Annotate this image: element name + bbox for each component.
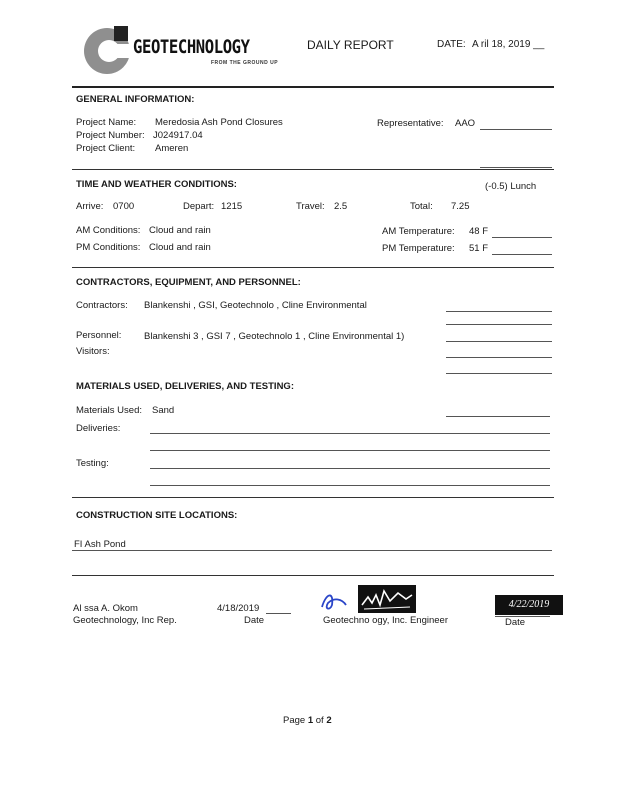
materials-value: Sand xyxy=(152,405,175,416)
rep-role: Geotechnology, Inc Rep. xyxy=(73,615,177,626)
page-number: Page 1 of 2 xyxy=(283,715,332,726)
logo-tagline: FROM THE GROUND UP xyxy=(211,60,279,66)
pm-temp-value: 51 F xyxy=(469,243,489,254)
deliveries-label: Deliveries: xyxy=(76,423,121,434)
logo-mark-icon xyxy=(114,26,128,41)
engineer-date-label: Date xyxy=(505,617,526,628)
project-name-value: Meredosia Ash Pond Closures xyxy=(155,117,283,128)
lunch-note: (-0.5) Lunch xyxy=(485,181,537,192)
logo-text: GEOTECHNOLOGY xyxy=(133,36,250,58)
materials-heading: MATERIALS USED, DELIVERIES, AND TESTING: xyxy=(76,381,294,392)
pm-conditions-label: PM Conditions: xyxy=(76,242,141,253)
contractors-label: Contractors: xyxy=(76,300,128,311)
personnel-value: Blankenshi 3 , GSI 7 , Geotechnolo 1 , Cline Environmental 1) xyxy=(144,331,405,342)
report-date: A ril 18, 2019 __ xyxy=(472,39,545,50)
locations-value: FI Ash Pond xyxy=(74,539,126,550)
am-conditions-label: AM Conditions: xyxy=(76,225,141,236)
personnel-label: Personnel: xyxy=(76,330,122,341)
project-name-label: Project Name: xyxy=(76,117,137,128)
section-divider xyxy=(72,497,554,498)
section-divider xyxy=(72,169,554,170)
general-info-heading: GENERAL INFORMATION: xyxy=(76,94,195,105)
pm-conditions-value: Cloud and rain xyxy=(149,242,211,253)
travel-label: Travel: xyxy=(296,201,325,212)
representative-label: Representative: xyxy=(377,118,444,129)
rep-date-label: Date xyxy=(244,615,265,626)
rep-date: 4/18/2019 xyxy=(217,603,260,614)
project-client-label: Project Client: xyxy=(76,143,136,154)
report-title: DAILY REPORT xyxy=(307,38,394,52)
travel-value: 2.5 xyxy=(334,201,348,212)
testing-label: Testing: xyxy=(76,458,109,469)
header-divider xyxy=(72,86,554,88)
section-divider xyxy=(72,575,554,576)
am-temp-label: AM Temperature: xyxy=(382,226,455,237)
project-number-value: J024917.04 xyxy=(153,130,203,141)
date-label: DATE: xyxy=(437,39,466,50)
arrive-value: 0700 xyxy=(113,201,135,212)
project-number-label: Project Number: xyxy=(76,130,145,141)
engineer-role: Geotechno ogy, Inc. Engineer xyxy=(323,615,448,626)
total-value: 7.25 xyxy=(451,201,470,212)
depart-value: 1215 xyxy=(221,201,243,212)
engineer-signature xyxy=(320,585,416,613)
pm-temp-label: PM Temperature: xyxy=(382,243,455,254)
am-conditions-value: Cloud and rain xyxy=(149,225,211,236)
representative-value: AAO xyxy=(455,118,476,129)
section-divider xyxy=(72,267,554,268)
arrive-label: Arrive: xyxy=(76,201,104,212)
locations-heading: CONSTRUCTION SITE LOCATIONS: xyxy=(76,510,238,521)
time-weather-heading: TIME AND WEATHER CONDITIONS: xyxy=(76,179,237,190)
depart-label: Depart: xyxy=(183,201,215,212)
project-client-value: Ameren xyxy=(155,143,189,154)
rep-name: Al ssa A. Okom xyxy=(73,603,138,614)
engineer-date: 4/22/2019 xyxy=(495,595,563,615)
materials-label: Materials Used: xyxy=(76,405,142,416)
total-label: Total: xyxy=(410,201,433,212)
visitors-label: Visitors: xyxy=(76,346,110,357)
contractors-heading: CONTRACTORS, EQUIPMENT, AND PERSONNEL: xyxy=(76,277,301,288)
contractors-value: Blankenshi , GSI, Geotechnolo , Cline Environmental xyxy=(144,300,367,311)
am-temp-value: 48 F xyxy=(469,226,489,237)
